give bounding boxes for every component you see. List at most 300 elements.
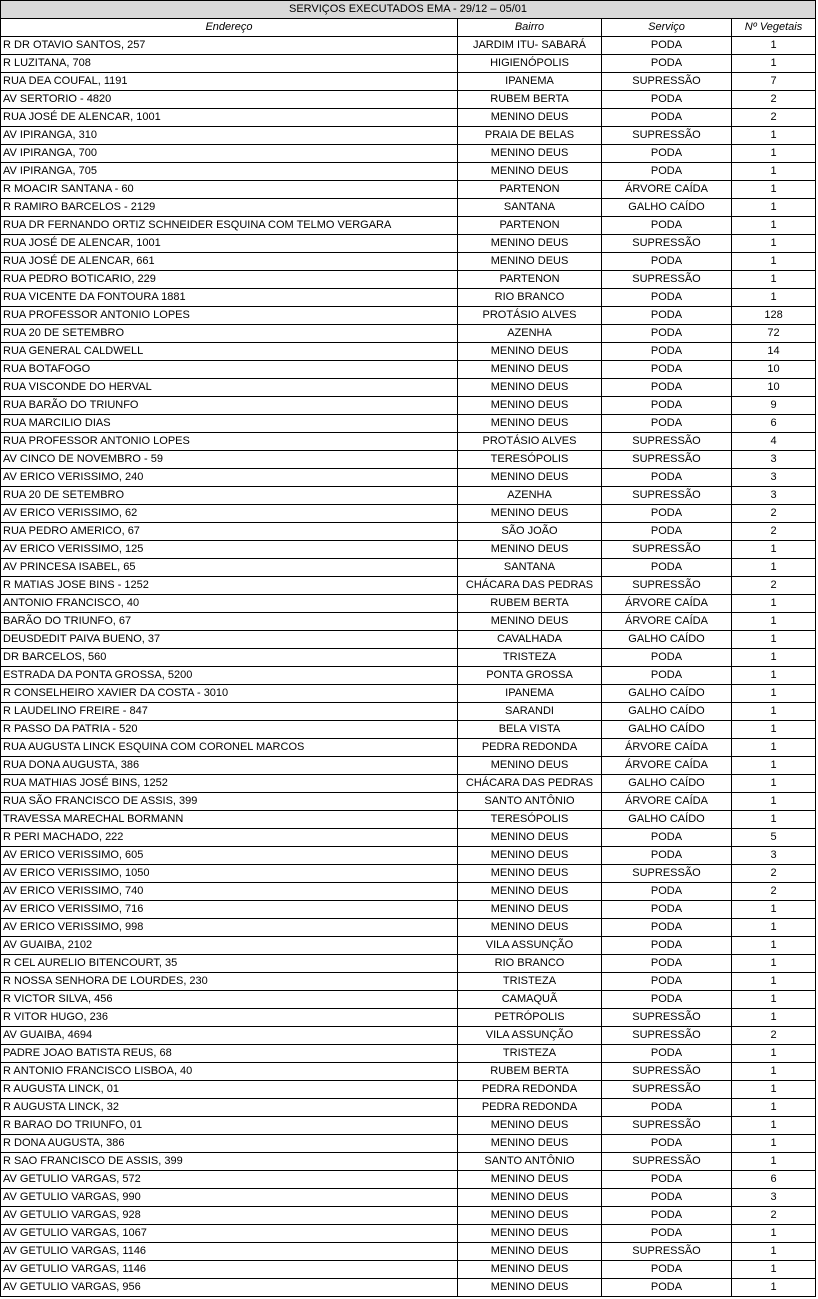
table-row <box>1 163 816 181</box>
table-body <box>1 37 816 1297</box>
address-cell: RUA VICENTE DA FONTOURA 1881 <box>1 289 458 307</box>
count-cell: 2 <box>732 865 816 883</box>
address-cell: AV IPIRANGA, 705 <box>1 163 458 181</box>
service-cell: ÁRVORE CAÍDA <box>602 595 732 613</box>
neighborhood-cell: CHÁCARA DAS PEDRAS <box>458 775 602 793</box>
count-cell: 2 <box>732 577 816 595</box>
count-cell: 1 <box>732 937 816 955</box>
count-cell: 5 <box>732 829 816 847</box>
service-cell: SUPRESSÃO <box>602 1063 732 1081</box>
service-cell: PODA <box>602 91 732 109</box>
table-row <box>1 55 816 73</box>
neighborhood-cell: MENINO DEUS <box>458 1225 602 1243</box>
neighborhood-cell: MENINO DEUS <box>458 541 602 559</box>
service-cell: SUPRESSÃO <box>602 433 732 451</box>
neighborhood-cell: BELA VISTA <box>458 721 602 739</box>
service-cell: SUPRESSÃO <box>602 541 732 559</box>
neighborhood-cell: MENINO DEUS <box>458 163 602 181</box>
table-row <box>1 631 816 649</box>
neighborhood-cell: PEDRA REDONDA <box>458 739 602 757</box>
address-cell: AV ERICO VERISSIMO, 740 <box>1 883 458 901</box>
neighborhood-cell: PEDRA REDONDA <box>458 1081 602 1099</box>
service-cell: PODA <box>602 1135 732 1153</box>
count-cell: 2 <box>732 1207 816 1225</box>
count-cell: 3 <box>732 487 816 505</box>
service-cell: PODA <box>602 667 732 685</box>
address-cell: AV CINCO DE NOVEMBRO - 59 <box>1 451 458 469</box>
table-row <box>1 1261 816 1279</box>
header-servico: Serviço <box>602 19 732 37</box>
service-cell: PODA <box>602 829 732 847</box>
service-cell: SUPRESSÃO <box>602 1081 732 1099</box>
service-cell: SUPRESSÃO <box>602 127 732 145</box>
count-cell: 6 <box>732 415 816 433</box>
count-cell: 1 <box>732 1225 816 1243</box>
neighborhood-cell: PONTA GROSSA <box>458 667 602 685</box>
service-cell: SUPRESSÃO <box>602 73 732 91</box>
count-cell: 1 <box>732 163 816 181</box>
table-row <box>1 1009 816 1027</box>
count-cell: 1 <box>732 1243 816 1261</box>
address-cell: R DR OTAVIO SANTOS, 257 <box>1 37 458 55</box>
count-cell: 1 <box>732 289 816 307</box>
address-cell: R BARAO DO TRIUNFO, 01 <box>1 1117 458 1135</box>
count-cell: 1 <box>732 793 816 811</box>
address-cell: AV ERICO VERISSIMO, 125 <box>1 541 458 559</box>
service-cell: ÁRVORE CAÍDA <box>602 613 732 631</box>
neighborhood-cell: CHÁCARA DAS PEDRAS <box>458 577 602 595</box>
neighborhood-cell: JARDIM ITU- SABARÁ <box>458 37 602 55</box>
count-cell: 1 <box>732 595 816 613</box>
address-cell: AV ERICO VERISSIMO, 605 <box>1 847 458 865</box>
table-row <box>1 883 816 901</box>
address-cell: RUA JOSÉ DE ALENCAR, 1001 <box>1 235 458 253</box>
address-cell: AV GETULIO VARGAS, 1146 <box>1 1261 458 1279</box>
table-row <box>1 919 816 937</box>
count-cell: 10 <box>732 361 816 379</box>
header-endereco: Endereço <box>1 19 458 37</box>
count-cell: 2 <box>732 91 816 109</box>
address-cell: AV GETULIO VARGAS, 956 <box>1 1279 458 1297</box>
table-row <box>1 109 816 127</box>
neighborhood-cell: MENINO DEUS <box>458 361 602 379</box>
count-cell: 1 <box>732 991 816 1009</box>
service-cell: ÁRVORE CAÍDA <box>602 793 732 811</box>
neighborhood-cell: MENINO DEUS <box>458 1261 602 1279</box>
neighborhood-cell: TRISTEZA <box>458 649 602 667</box>
neighborhood-cell: MENINO DEUS <box>458 901 602 919</box>
neighborhood-cell: SANTANA <box>458 559 602 577</box>
address-cell: RUA DONA AUGUSTA, 386 <box>1 757 458 775</box>
service-cell: PODA <box>602 937 732 955</box>
table-row <box>1 649 816 667</box>
address-cell: DR BARCELOS, 560 <box>1 649 458 667</box>
neighborhood-cell: MENINO DEUS <box>458 883 602 901</box>
service-cell: GALHO CAÍDO <box>602 199 732 217</box>
service-cell: PODA <box>602 505 732 523</box>
service-cell: PODA <box>602 991 732 1009</box>
service-cell: PODA <box>602 361 732 379</box>
table-row <box>1 613 816 631</box>
neighborhood-cell: VILA ASSUNÇÃO <box>458 937 602 955</box>
address-cell: AV SERTORIO - 4820 <box>1 91 458 109</box>
neighborhood-cell: TRISTEZA <box>458 973 602 991</box>
address-cell: RUA 20 DE SETEMBRO <box>1 487 458 505</box>
table-row <box>1 145 816 163</box>
service-cell: GALHO CAÍDO <box>602 721 732 739</box>
neighborhood-cell: MENINO DEUS <box>458 469 602 487</box>
count-cell: 14 <box>732 343 816 361</box>
address-cell: R AUGUSTA LINCK, 01 <box>1 1081 458 1099</box>
address-cell: AV GETULIO VARGAS, 1146 <box>1 1243 458 1261</box>
service-cell: GALHO CAÍDO <box>602 703 732 721</box>
address-cell: R ANTONIO FRANCISCO LISBOA, 40 <box>1 1063 458 1081</box>
count-cell: 1 <box>732 1153 816 1171</box>
service-cell: PODA <box>602 1207 732 1225</box>
neighborhood-cell: MENINO DEUS <box>458 343 602 361</box>
table-row <box>1 1189 816 1207</box>
service-cell: PODA <box>602 559 732 577</box>
count-cell: 2 <box>732 883 816 901</box>
service-cell: GALHO CAÍDO <box>602 811 732 829</box>
service-cell: PODA <box>602 1045 732 1063</box>
table-row <box>1 559 816 577</box>
address-cell: R LUZITANA, 708 <box>1 55 458 73</box>
table-row <box>1 775 816 793</box>
address-cell: AV GUAIBA, 2102 <box>1 937 458 955</box>
count-cell: 3 <box>732 1189 816 1207</box>
neighborhood-cell: MENINO DEUS <box>458 919 602 937</box>
address-cell: RUA BARÃO DO TRIUNFO <box>1 397 458 415</box>
neighborhood-cell: TERESÓPOLIS <box>458 451 602 469</box>
neighborhood-cell: SARANDI <box>458 703 602 721</box>
address-cell: R DONA AUGUSTA, 386 <box>1 1135 458 1153</box>
neighborhood-cell: RIO BRANCO <box>458 955 602 973</box>
service-cell: SUPRESSÃO <box>602 1009 732 1027</box>
neighborhood-cell: PARTENON <box>458 181 602 199</box>
table-row <box>1 379 816 397</box>
table-row <box>1 1135 816 1153</box>
service-cell: GALHO CAÍDO <box>602 685 732 703</box>
count-cell: 1 <box>732 901 816 919</box>
table-row <box>1 289 816 307</box>
count-cell: 1 <box>732 559 816 577</box>
table-row <box>1 757 816 775</box>
count-cell: 7 <box>732 73 816 91</box>
count-cell: 1 <box>732 1045 816 1063</box>
address-cell: ANTONIO FRANCISCO, 40 <box>1 595 458 613</box>
neighborhood-cell: AZENHA <box>458 325 602 343</box>
address-cell: RUA VISCONDE DO HERVAL <box>1 379 458 397</box>
table-row <box>1 487 816 505</box>
service-cell: PODA <box>602 253 732 271</box>
service-cell: PODA <box>602 469 732 487</box>
neighborhood-cell: MENINO DEUS <box>458 1279 602 1297</box>
address-cell: RUA PEDRO BOTICARIO, 229 <box>1 271 458 289</box>
count-cell: 2 <box>732 1027 816 1045</box>
count-cell: 1 <box>732 199 816 217</box>
service-cell: PODA <box>602 415 732 433</box>
count-cell: 1 <box>732 667 816 685</box>
neighborhood-cell: MENINO DEUS <box>458 829 602 847</box>
neighborhood-cell: MENINO DEUS <box>458 415 602 433</box>
count-cell: 1 <box>732 217 816 235</box>
table-row <box>1 1243 816 1261</box>
address-cell: R CEL AURELIO BITENCOURT, 35 <box>1 955 458 973</box>
service-cell: GALHO CAÍDO <box>602 775 732 793</box>
table-row <box>1 829 816 847</box>
neighborhood-cell: MENINO DEUS <box>458 109 602 127</box>
service-cell: PODA <box>602 1099 732 1117</box>
title-row <box>1 1 816 19</box>
service-cell: PODA <box>602 901 732 919</box>
count-cell: 1 <box>732 1081 816 1099</box>
address-cell: R VICTOR SILVA, 456 <box>1 991 458 1009</box>
count-cell: 1 <box>732 757 816 775</box>
service-cell: SUPRESSÃO <box>602 865 732 883</box>
count-cell: 1 <box>732 1009 816 1027</box>
table-row <box>1 325 816 343</box>
table-row <box>1 685 816 703</box>
table-row <box>1 1225 816 1243</box>
address-cell: R PERI MACHADO, 222 <box>1 829 458 847</box>
address-cell: TRAVESSA MARECHAL BORMANN <box>1 811 458 829</box>
table-row <box>1 199 816 217</box>
address-cell: RUA DR FERNANDO ORTIZ SCHNEIDER ESQUINA COM TELMO VERGARA <box>1 217 458 235</box>
service-cell: PODA <box>602 1225 732 1243</box>
service-cell: PODA <box>602 973 732 991</box>
neighborhood-cell: MENINO DEUS <box>458 1171 602 1189</box>
table-row <box>1 1171 816 1189</box>
address-cell: RUA JOSÉ DE ALENCAR, 1001 <box>1 109 458 127</box>
service-cell: SUPRESSÃO <box>602 1027 732 1045</box>
address-cell: AV GETULIO VARGAS, 990 <box>1 1189 458 1207</box>
neighborhood-cell: SÃO JOÃO <box>458 523 602 541</box>
address-cell: RUA PROFESSOR ANTONIO LOPES <box>1 307 458 325</box>
count-cell: 1 <box>732 253 816 271</box>
count-cell: 72 <box>732 325 816 343</box>
count-cell: 4 <box>732 433 816 451</box>
address-cell: AV ERICO VERISSIMO, 62 <box>1 505 458 523</box>
count-cell: 1 <box>732 775 816 793</box>
count-cell: 6 <box>732 1171 816 1189</box>
table-row <box>1 1207 816 1225</box>
address-cell: AV GETULIO VARGAS, 572 <box>1 1171 458 1189</box>
header-bairro: Bairro <box>458 19 602 37</box>
table-row <box>1 361 816 379</box>
service-cell: PODA <box>602 1261 732 1279</box>
address-cell: R AUGUSTA LINCK, 32 <box>1 1099 458 1117</box>
neighborhood-cell: MENINO DEUS <box>458 847 602 865</box>
neighborhood-cell: MENINO DEUS <box>458 397 602 415</box>
table-row <box>1 541 816 559</box>
count-cell: 1 <box>732 1099 816 1117</box>
address-cell: AV GUAIBA, 4694 <box>1 1027 458 1045</box>
service-cell: PODA <box>602 379 732 397</box>
neighborhood-cell: MENINO DEUS <box>458 1243 602 1261</box>
neighborhood-cell: PRAIA DE BELAS <box>458 127 602 145</box>
table-row <box>1 991 816 1009</box>
address-cell: R SAO FRANCISCO DE ASSIS, 399 <box>1 1153 458 1171</box>
address-cell: R MATIAS JOSE BINS - 1252 <box>1 577 458 595</box>
address-cell: RUA MATHIAS JOSÉ BINS, 1252 <box>1 775 458 793</box>
table-title: SERVIÇOS EXECUTADOS EMA - 29/12 – 05/01 <box>1 1 816 19</box>
neighborhood-cell: PARTENON <box>458 217 602 235</box>
neighborhood-cell: RUBEM BERTA <box>458 1063 602 1081</box>
service-cell: PODA <box>602 343 732 361</box>
count-cell: 3 <box>732 469 816 487</box>
service-cell: PODA <box>602 919 732 937</box>
count-cell: 1 <box>732 1063 816 1081</box>
count-cell: 3 <box>732 847 816 865</box>
neighborhood-cell: MENINO DEUS <box>458 145 602 163</box>
address-cell: R NOSSA SENHORA DE LOURDES, 230 <box>1 973 458 991</box>
address-cell: RUA PROFESSOR ANTONIO LOPES <box>1 433 458 451</box>
address-cell: AV IPIRANGA, 310 <box>1 127 458 145</box>
neighborhood-cell: PARTENON <box>458 271 602 289</box>
address-cell: DEUSDEDIT PAIVA BUENO, 37 <box>1 631 458 649</box>
address-cell: RUA BOTAFOGO <box>1 361 458 379</box>
service-cell: SUPRESSÃO <box>602 577 732 595</box>
neighborhood-cell: MENINO DEUS <box>458 1135 602 1153</box>
table-row <box>1 307 816 325</box>
table-row <box>1 1279 816 1297</box>
service-cell: PODA <box>602 955 732 973</box>
service-cell: PODA <box>602 325 732 343</box>
table-row <box>1 181 816 199</box>
table-row <box>1 955 816 973</box>
neighborhood-cell: MENINO DEUS <box>458 235 602 253</box>
address-cell: R PASSO DA PATRIA - 520 <box>1 721 458 739</box>
service-cell: ÁRVORE CAÍDA <box>602 757 732 775</box>
neighborhood-cell: RUBEM BERTA <box>458 595 602 613</box>
address-cell: AV ERICO VERISSIMO, 716 <box>1 901 458 919</box>
count-cell: 1 <box>732 1135 816 1153</box>
table-row <box>1 1081 816 1099</box>
count-cell: 1 <box>732 271 816 289</box>
count-cell: 9 <box>732 397 816 415</box>
service-cell: PODA <box>602 217 732 235</box>
service-cell: GALHO CAÍDO <box>602 631 732 649</box>
neighborhood-cell: TERESÓPOLIS <box>458 811 602 829</box>
count-cell: 1 <box>732 919 816 937</box>
address-cell: RUA DEA COUFAL, 1191 <box>1 73 458 91</box>
neighborhood-cell: MENINO DEUS <box>458 1189 602 1207</box>
service-cell: PODA <box>602 289 732 307</box>
header-n-vegetais: Nº Vegetais <box>732 19 816 37</box>
count-cell: 1 <box>732 541 816 559</box>
count-cell: 2 <box>732 109 816 127</box>
table-row <box>1 973 816 991</box>
table-row <box>1 1153 816 1171</box>
count-cell: 1 <box>732 649 816 667</box>
neighborhood-cell: SANTO ANTÔNIO <box>458 1153 602 1171</box>
neighborhood-cell: MENINO DEUS <box>458 1117 602 1135</box>
address-cell: AV GETULIO VARGAS, 928 <box>1 1207 458 1225</box>
service-cell: SUPRESSÃO <box>602 235 732 253</box>
service-cell: PODA <box>602 37 732 55</box>
neighborhood-cell: PEDRA REDONDA <box>458 1099 602 1117</box>
table-row <box>1 811 816 829</box>
table-row <box>1 667 816 685</box>
neighborhood-cell: HIGIENÓPOLIS <box>458 55 602 73</box>
count-cell: 1 <box>732 1117 816 1135</box>
service-cell: PODA <box>602 883 732 901</box>
count-cell: 128 <box>732 307 816 325</box>
table-row <box>1 1117 816 1135</box>
neighborhood-cell: MENINO DEUS <box>458 253 602 271</box>
count-cell: 1 <box>732 631 816 649</box>
address-cell: AV PRINCESA ISABEL, 65 <box>1 559 458 577</box>
service-cell: PODA <box>602 145 732 163</box>
neighborhood-cell: MENINO DEUS <box>458 379 602 397</box>
address-cell: BARÃO DO TRIUNFO, 67 <box>1 613 458 631</box>
neighborhood-cell: PETRÓPOLIS <box>458 1009 602 1027</box>
address-cell: RUA SÃO FRANCISCO DE ASSIS, 399 <box>1 793 458 811</box>
count-cell: 1 <box>732 37 816 55</box>
service-cell: ÁRVORE CAÍDA <box>602 739 732 757</box>
service-cell: SUPRESSÃO <box>602 1117 732 1135</box>
address-cell: AV IPIRANGA, 700 <box>1 145 458 163</box>
table-row <box>1 739 816 757</box>
neighborhood-cell: PROTÁSIO ALVES <box>458 307 602 325</box>
count-cell: 1 <box>732 613 816 631</box>
count-cell: 1 <box>732 973 816 991</box>
table-row <box>1 217 816 235</box>
neighborhood-cell: CAMAQUÃ <box>458 991 602 1009</box>
neighborhood-cell: TRISTEZA <box>458 1045 602 1063</box>
neighborhood-cell: VILA ASSUNÇÃO <box>458 1027 602 1045</box>
service-cell: PODA <box>602 649 732 667</box>
table-row <box>1 127 816 145</box>
neighborhood-cell: RUBEM BERTA <box>458 91 602 109</box>
table-row <box>1 469 816 487</box>
service-cell: PODA <box>602 397 732 415</box>
table-row <box>1 451 816 469</box>
service-cell: PODA <box>602 109 732 127</box>
address-cell: RUA MARCILIO DIAS <box>1 415 458 433</box>
count-cell: 1 <box>732 739 816 757</box>
count-cell: 1 <box>732 955 816 973</box>
table-row <box>1 253 816 271</box>
count-cell: 1 <box>732 145 816 163</box>
table-row <box>1 73 816 91</box>
service-cell: PODA <box>602 163 732 181</box>
service-cell: PODA <box>602 1171 732 1189</box>
table-row <box>1 1099 816 1117</box>
service-cell: PODA <box>602 55 732 73</box>
address-cell: ESTRADA DA PONTA GROSSA, 5200 <box>1 667 458 685</box>
table-row <box>1 91 816 109</box>
count-cell: 1 <box>732 55 816 73</box>
neighborhood-cell: IPANEMA <box>458 73 602 91</box>
table-row <box>1 433 816 451</box>
address-cell: RUA PEDRO AMERICO, 67 <box>1 523 458 541</box>
count-cell: 1 <box>732 127 816 145</box>
neighborhood-cell: SANTO ANTÔNIO <box>458 793 602 811</box>
address-cell: R VITOR HUGO, 236 <box>1 1009 458 1027</box>
neighborhood-cell: MENINO DEUS <box>458 865 602 883</box>
neighborhood-cell: AZENHA <box>458 487 602 505</box>
service-cell: SUPRESSÃO <box>602 271 732 289</box>
service-cell: SUPRESSÃO <box>602 1153 732 1171</box>
service-cell: SUPRESSÃO <box>602 1243 732 1261</box>
table-row <box>1 595 816 613</box>
table-row <box>1 235 816 253</box>
service-cell: PODA <box>602 1189 732 1207</box>
table-row <box>1 343 816 361</box>
service-cell: SUPRESSÃO <box>602 487 732 505</box>
